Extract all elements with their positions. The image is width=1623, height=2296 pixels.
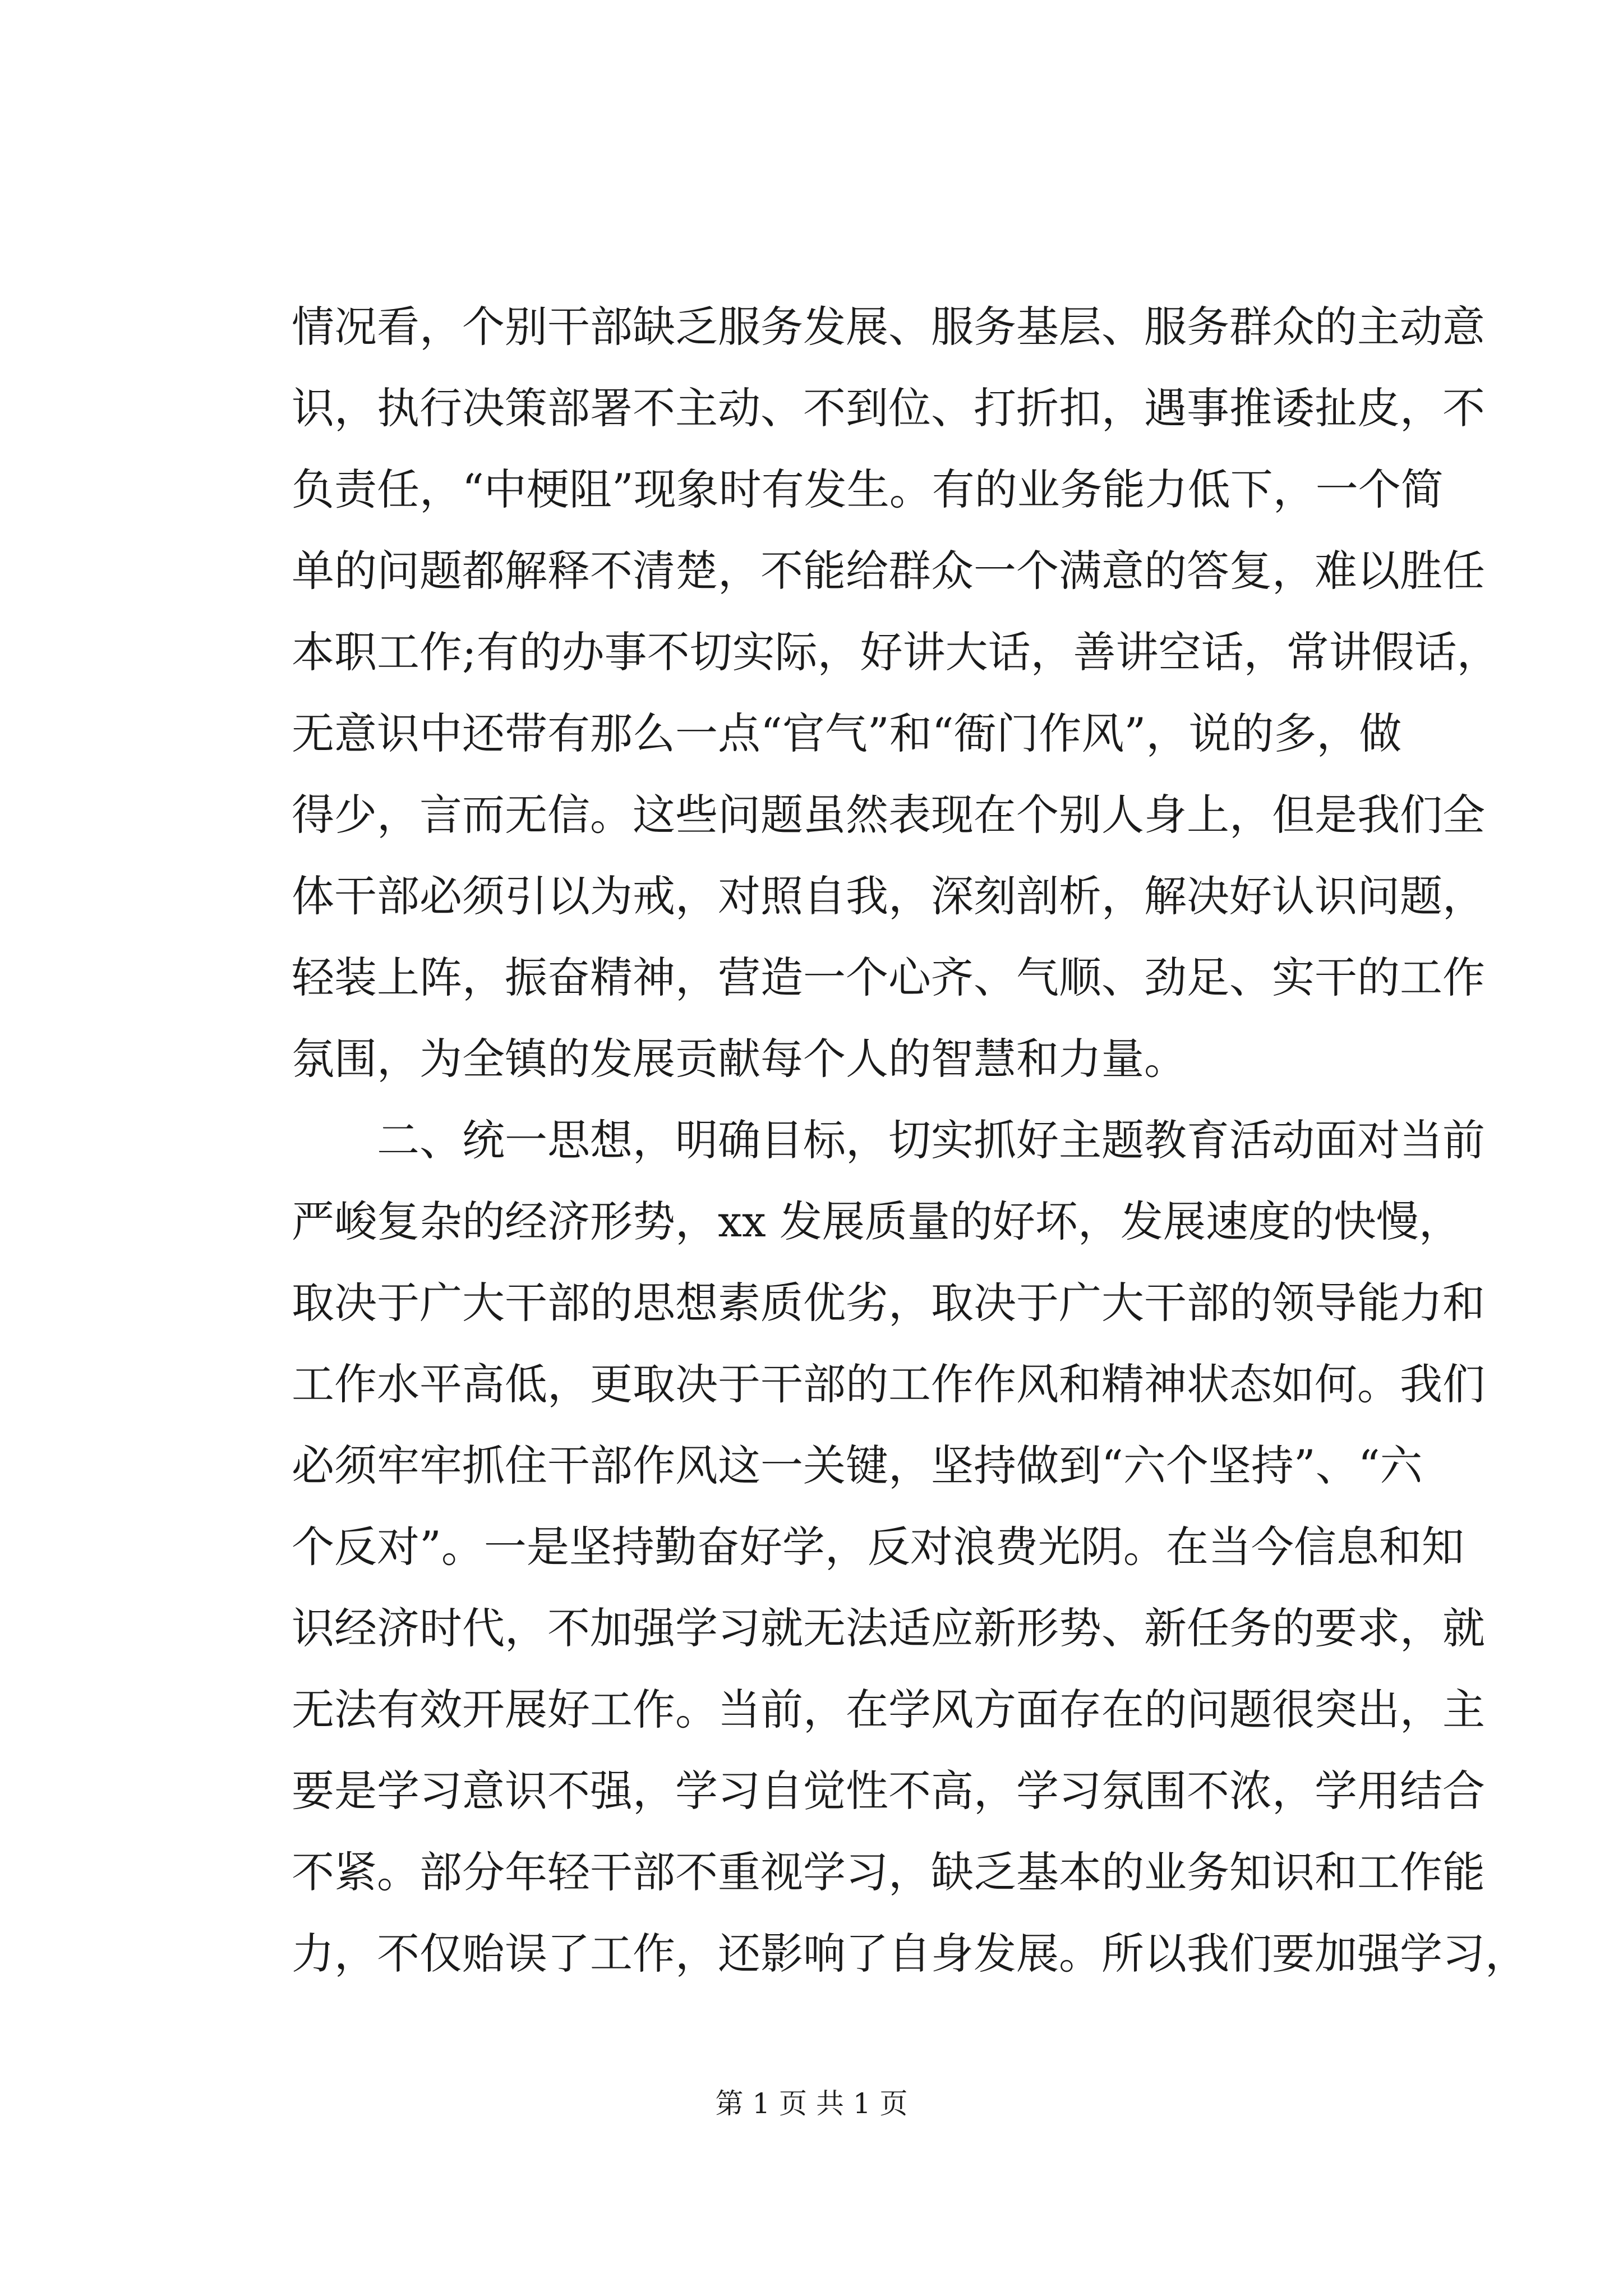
text-line: 力，不仅贻误了工作，还影响了自身发展。所以我们要加强学习，	[292, 1929, 1528, 1978]
text-line: 本职工作;有的办事不切实际，好讲大话，善讲空话，常讲假话，	[292, 627, 1500, 677]
text-line: 无意识中还带有那么一点“官气”和“衙门作风”，说的多，做	[292, 708, 1402, 758]
text-line: 不紧。部分年轻干部不重视学习，缺乏基本的业务知识和工作能	[292, 1847, 1485, 1897]
text-line: 个反对”。一是坚持勤奋好学，反对浪费光阴。在当今信息和知	[292, 1522, 1464, 1572]
text-line: 情况看，个别干部缺乏服务发展、服务基层、服务群众的主动意	[292, 302, 1485, 352]
text-line: 取决于广大干部的思想素质优劣，取决于广大干部的领导能力和	[292, 1278, 1485, 1328]
text-line: 体干部必须引以为戒，对照自我，深刻剖析，解决好认识问题，	[292, 871, 1485, 921]
text-line: 必须牢牢抓住干部作风这一关键，坚持做到“六个坚持”、“六	[292, 1441, 1423, 1490]
text-line: 轻装上阵，振奋精神，营造一个心齐、气顺、劲足、实干的工作	[292, 953, 1485, 1002]
text-line: 得少，言而无信。这些问题虽然表现在个别人身上，但是我们全	[292, 790, 1485, 840]
page-number-footer: 第 1 页 共 1 页	[715, 2087, 908, 2120]
text-line-section-heading: 二、统一思想，明确目标，切实抓好主题教育活动面对当前	[377, 1115, 1485, 1165]
text-line: 负责任，“中梗阻”现象时有发生。有的业务能力低下，一个简	[292, 464, 1444, 514]
text-line: 工作水平高低，更取决于干部的工作作风和精神状态如何。我们	[292, 1359, 1485, 1409]
text-line: 单的问题都解释不清楚，不能给群众一个满意的答复，难以胜任	[292, 546, 1485, 596]
text-line: 要是学习意识不强，学习自觉性不高，学习氛围不浓，学用结合	[292, 1766, 1485, 1816]
text-line: 无法有效开展好工作。当前，在学风方面存在的问题很突出，主	[292, 1685, 1485, 1734]
text-line: 严峻复杂的经济形势，xx 发展质量的好坏，发展速度的快慢，	[292, 1197, 1461, 1246]
text-line-paragraph-end: 氛围，为全镇的发展贡献每个人的智慧和力量。	[292, 1034, 1187, 1084]
text-line: 识，执行决策部署不主动、不到位、打折扣，遇事推诿扯皮，不	[292, 383, 1485, 433]
text-line: 识经济时代，不加强学习就无法适应新形势、新任务的要求，就	[292, 1603, 1485, 1653]
document-body	[292, 286, 1528, 1994]
